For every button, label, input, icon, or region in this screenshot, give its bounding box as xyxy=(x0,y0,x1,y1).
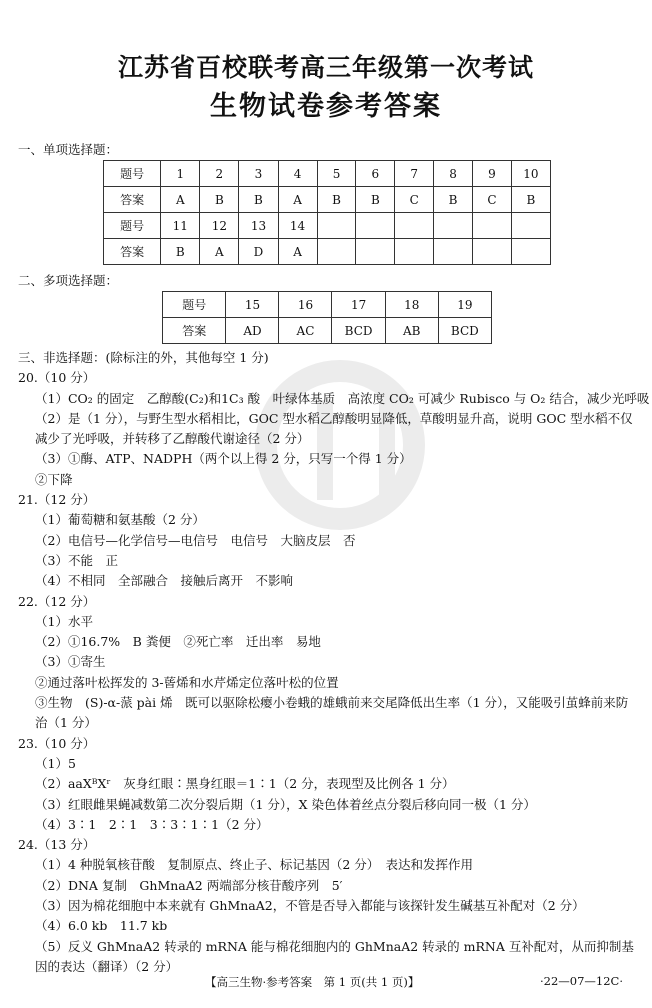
table-cell: A xyxy=(200,239,239,265)
table-cell: B xyxy=(317,187,356,213)
table-cell: A xyxy=(278,187,317,213)
table-cell: 2 xyxy=(200,161,239,187)
table-cell: 12 xyxy=(200,213,239,239)
table-cell: C xyxy=(395,187,434,213)
answer-line: （3）因为棉花细胞中本来就有 GhMnaA2，不管是否导入都能与该探针发生碱基互补配对（2 分） xyxy=(35,898,585,914)
answer-line: （3）不能 正 xyxy=(35,552,118,568)
answer-line: （4）3∶1 2∶1 3∶3∶1∶1（2 分） xyxy=(35,816,269,832)
table-cell: B xyxy=(161,239,200,265)
section2-heading: 二、多项选择题： xyxy=(18,273,119,288)
answer-line: （1）葡萄糖和氨基酸（2 分） xyxy=(35,512,205,528)
page-subtitle: 生物试卷参考答案 xyxy=(210,91,442,122)
table-cell xyxy=(473,239,512,265)
answer-line: 20.（10 分） xyxy=(18,370,96,386)
table-cell: 1 xyxy=(161,161,200,187)
table-cell xyxy=(511,213,550,239)
answer-line: （2）aaXᴮXʳ 灰身红眼∶黑身红眼＝1∶1（2 分，表现型及比例各 1 分） xyxy=(35,776,455,792)
row-header-cell: 答案 xyxy=(104,239,161,265)
row-header-cell: 答案 xyxy=(163,318,226,344)
row-header-cell: 题号 xyxy=(104,213,161,239)
table-cell: 7 xyxy=(395,161,434,187)
footer-page-info: 【高三生物·参考答案 第 1 页(共 1 页)】 xyxy=(205,975,420,989)
table-row xyxy=(104,187,551,213)
table-cell xyxy=(434,213,473,239)
answer-line: （1）CO₂ 的固定 乙醇酸(C₂)和1C₃ 酸 叶绿体基质 高浓度 CO₂ 可减少 Rubisco 与 O₂ 结合，减少光呼吸 xyxy=(35,390,650,406)
table-cell: B xyxy=(356,187,395,213)
table-cell xyxy=(395,239,434,265)
answer-line: 23.（10 分） xyxy=(18,735,96,751)
answer-line: （3）①酶、ATP、NADPH（两个以上得 2 分，只写一个得 1 分） xyxy=(35,451,412,467)
table-cell: 11 xyxy=(161,213,200,239)
answer-line: ③生物 (S)-α-蒎 pài 烯 既可以驱除松瘿小卷蛾的雄蛾前来交尾降低出生率（1 分），又能吸引茧蜂前来防治（1 分） xyxy=(35,695,629,731)
row-header-cell: 答案 xyxy=(104,187,161,213)
table-cell: 8 xyxy=(434,161,473,187)
table-cell: 4 xyxy=(278,161,317,187)
single-choice-answer-table xyxy=(103,160,551,265)
table-cell: AD xyxy=(226,318,279,344)
page-title: 江苏省百校联考高三年级第一次考试 xyxy=(117,53,534,82)
table-cell xyxy=(511,239,550,265)
table-row xyxy=(104,213,551,239)
row-header-cell: 题号 xyxy=(163,292,226,318)
table-cell: A xyxy=(278,239,317,265)
answer-line: （2）电信号—化学信号—电信号 电信号 大脑皮层 否 xyxy=(35,532,356,548)
table-row xyxy=(104,161,551,187)
table-cell: D xyxy=(239,239,278,265)
answer-line: 22.（12 分） xyxy=(18,593,96,609)
table-cell: B xyxy=(200,187,239,213)
answer-line: （1）5 xyxy=(35,755,76,771)
table-row xyxy=(104,239,551,265)
table-cell: C xyxy=(473,187,512,213)
table-row xyxy=(163,318,492,344)
table-cell: 17 xyxy=(332,292,385,318)
table-cell xyxy=(356,239,395,265)
table-cell: 14 xyxy=(278,213,317,239)
answer-line: ②下降 xyxy=(35,471,73,487)
answer-line: （4）不相同 全部融合 接触后离开 不影响 xyxy=(35,573,293,589)
table-cell: 18 xyxy=(385,292,438,318)
table-cell: BCD xyxy=(332,318,385,344)
table-cell xyxy=(356,213,395,239)
row-header-cell: 题号 xyxy=(104,161,161,187)
table-cell: 19 xyxy=(438,292,491,318)
answer-line: 24.（13 分） xyxy=(18,837,96,853)
table-cell xyxy=(317,213,356,239)
table-cell: BCD xyxy=(438,318,491,344)
table-cell: AC xyxy=(279,318,332,344)
table-cell: 16 xyxy=(279,292,332,318)
table-cell: 15 xyxy=(226,292,279,318)
table-cell: 9 xyxy=(473,161,512,187)
multi-choice-answer-table xyxy=(162,291,492,344)
answer-line: （2）DNA 复制 GhMnaA2 两端部分核苷酸序列 5′ xyxy=(35,877,343,893)
table-cell: B xyxy=(434,187,473,213)
table-cell: B xyxy=(511,187,550,213)
table-cell xyxy=(395,213,434,239)
table-cell: 3 xyxy=(239,161,278,187)
answer-line: （5）反义 GhMnaA2 转录的 mRNA 能与棉花细胞内的 GhMnaA2 转录的 mRNA 互补配对，从而抑制基因的表达（翻译）（2 分） xyxy=(35,938,634,974)
table-cell: A xyxy=(161,187,200,213)
table-cell: 10 xyxy=(511,161,550,187)
answer-line: （4）6.0 kb 11.7 kb xyxy=(35,918,168,934)
table-cell xyxy=(317,239,356,265)
answer-line: （2）①16.7% B 粪便 ②死亡率 迁出率 易地 xyxy=(35,634,321,650)
footer-code: ·22—07—12C· xyxy=(540,974,624,988)
table-cell: 5 xyxy=(317,161,356,187)
answer-line: （1）4 种脱氧核苷酸 复制原点、终止子、标记基因（2 分） 表达和发挥作用 xyxy=(35,857,474,873)
table-row xyxy=(163,292,492,318)
answer-line: 三、非选择题：(除标注的外，其他每空 1 分) xyxy=(18,350,269,365)
answer-line: （2）是（1 分），与野生型水稻相比，GOC 型水稻乙醇酸明显降低，草酸明显升高，说明 GOC 型水稻不仅减少了光呼吸，并转移了乙醇酸代谢途径（2 分） xyxy=(35,410,633,447)
answer-line: （1）水平 xyxy=(35,613,93,629)
table-cell: 6 xyxy=(356,161,395,187)
answer-line: （3）①寄生 xyxy=(35,654,106,670)
answer-line: 21.（12 分） xyxy=(18,492,96,508)
table-cell xyxy=(473,213,512,239)
section1-heading: 一、单项选择题： xyxy=(18,142,119,157)
answer-body xyxy=(18,348,650,977)
table-cell: AB xyxy=(385,318,438,344)
table-cell: B xyxy=(239,187,278,213)
answer-line: ②通过落叶松挥发的 3-蒈烯和水芹烯定位落叶松的位置 xyxy=(35,674,339,690)
table-cell: 13 xyxy=(239,213,278,239)
answer-line: （3）红眼雌果蝇减数第二次分裂后期（1 分），X 染色体着丝点分裂后移向同一极（1 分） xyxy=(35,796,536,812)
table-cell xyxy=(434,239,473,265)
